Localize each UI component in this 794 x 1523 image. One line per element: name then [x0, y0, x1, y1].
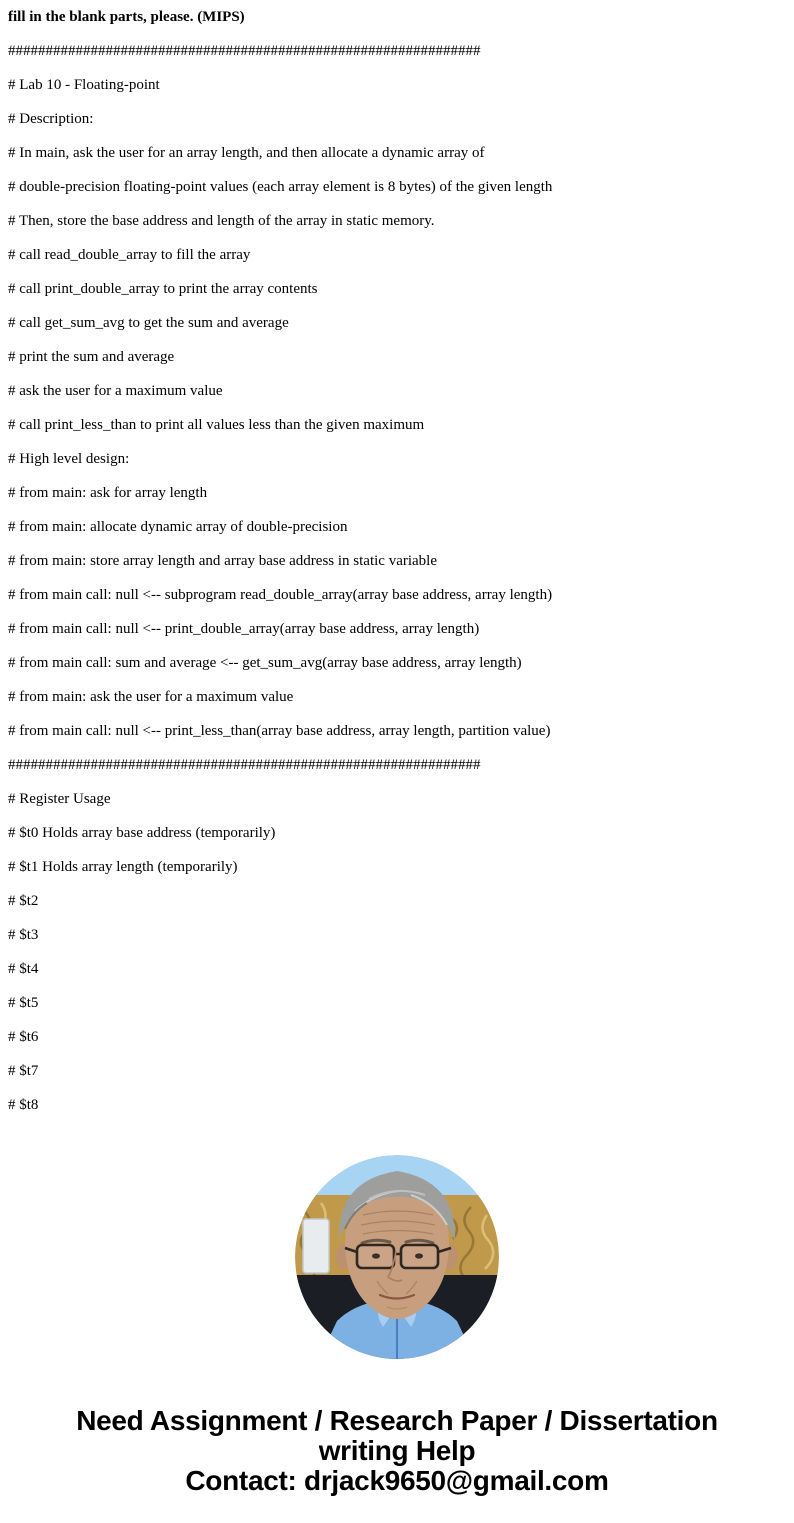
- comment-line: # $t5: [8, 995, 39, 1011]
- comment-line: ###############################################################: [8, 757, 481, 773]
- comment-line: # Then, store the base address and length of the array in static memory.: [8, 213, 435, 229]
- comment-line: # High level design:: [8, 451, 130, 467]
- comment-line: # $t1 Holds array length (temporarily): [8, 859, 238, 875]
- comment-line: # call print_less_than to print all values less than the given maximum: [8, 417, 425, 433]
- comment-line: # $t2: [8, 893, 39, 909]
- comment-line: # ask the user for a maximum value: [8, 383, 223, 399]
- comment-line: # $t7: [8, 1063, 39, 1079]
- comment-line: # call read_double_array to fill the array: [8, 247, 251, 263]
- comment-line: # from main: store array length and array base address in static variable: [8, 553, 438, 569]
- comment-line: # Lab 10 - Floating-point: [8, 77, 160, 93]
- avatar-row: [0, 1155, 794, 1359]
- footer-line-3: Contact: drjack9650@gmail.com: [185, 1465, 609, 1496]
- comment-line: # from main call: null <-- print_less_than(array base address, array length, partition value): [8, 723, 551, 739]
- comment-line: # In main, ask the user for an array length, and then allocate a dynamic array of: [8, 145, 485, 161]
- comment-line: # double-precision floating-point values (each array element is 8 bytes) of the given length: [8, 179, 553, 195]
- promo-footer: [0, 1406, 794, 1496]
- comment-line: # print the sum and average: [8, 349, 175, 365]
- avatar: [295, 1155, 499, 1359]
- comment-line: # call print_double_array to print the array contents: [8, 281, 318, 297]
- comment-line: # call get_sum_avg to get the sum and average: [8, 315, 289, 331]
- comment-line: # $t8: [8, 1097, 39, 1113]
- comment-line: # $t4: [8, 961, 39, 977]
- comment-line: # Description:: [8, 111, 94, 127]
- comment-line: # from main: allocate dynamic array of double-precision: [8, 519, 348, 535]
- comment-line: # $t0 Holds array base address (temporarily): [8, 825, 276, 841]
- comment-line: # from main: ask the user for a maximum value: [8, 689, 294, 705]
- footer-line-1: Need Assignment / Research Paper / Dissertation: [76, 1405, 718, 1436]
- avatar-wall-plate: [303, 1219, 329, 1273]
- comment-line: ###############################################################: [8, 43, 481, 59]
- comment-line: # from main call: null <-- print_double_array(array base address, array length): [8, 621, 480, 637]
- comment-line: # Register Usage: [8, 791, 111, 807]
- comment-line: # from main call: null <-- subprogram read_double_array(array base address, array length): [8, 587, 553, 603]
- comment-lines: [8, 34, 786, 1122]
- footer-line-2: writing Help: [318, 1435, 476, 1466]
- comment-line: # $t6: [8, 1029, 39, 1045]
- assignment-title: fill in the blank parts, please. (MIPS): [8, 9, 245, 25]
- comment-line: # from main: ask for array length: [8, 485, 208, 501]
- comment-line: # from main call: sum and average <-- get_sum_avg(array base address, array length): [8, 655, 522, 671]
- comment-line: # $t3: [8, 927, 39, 943]
